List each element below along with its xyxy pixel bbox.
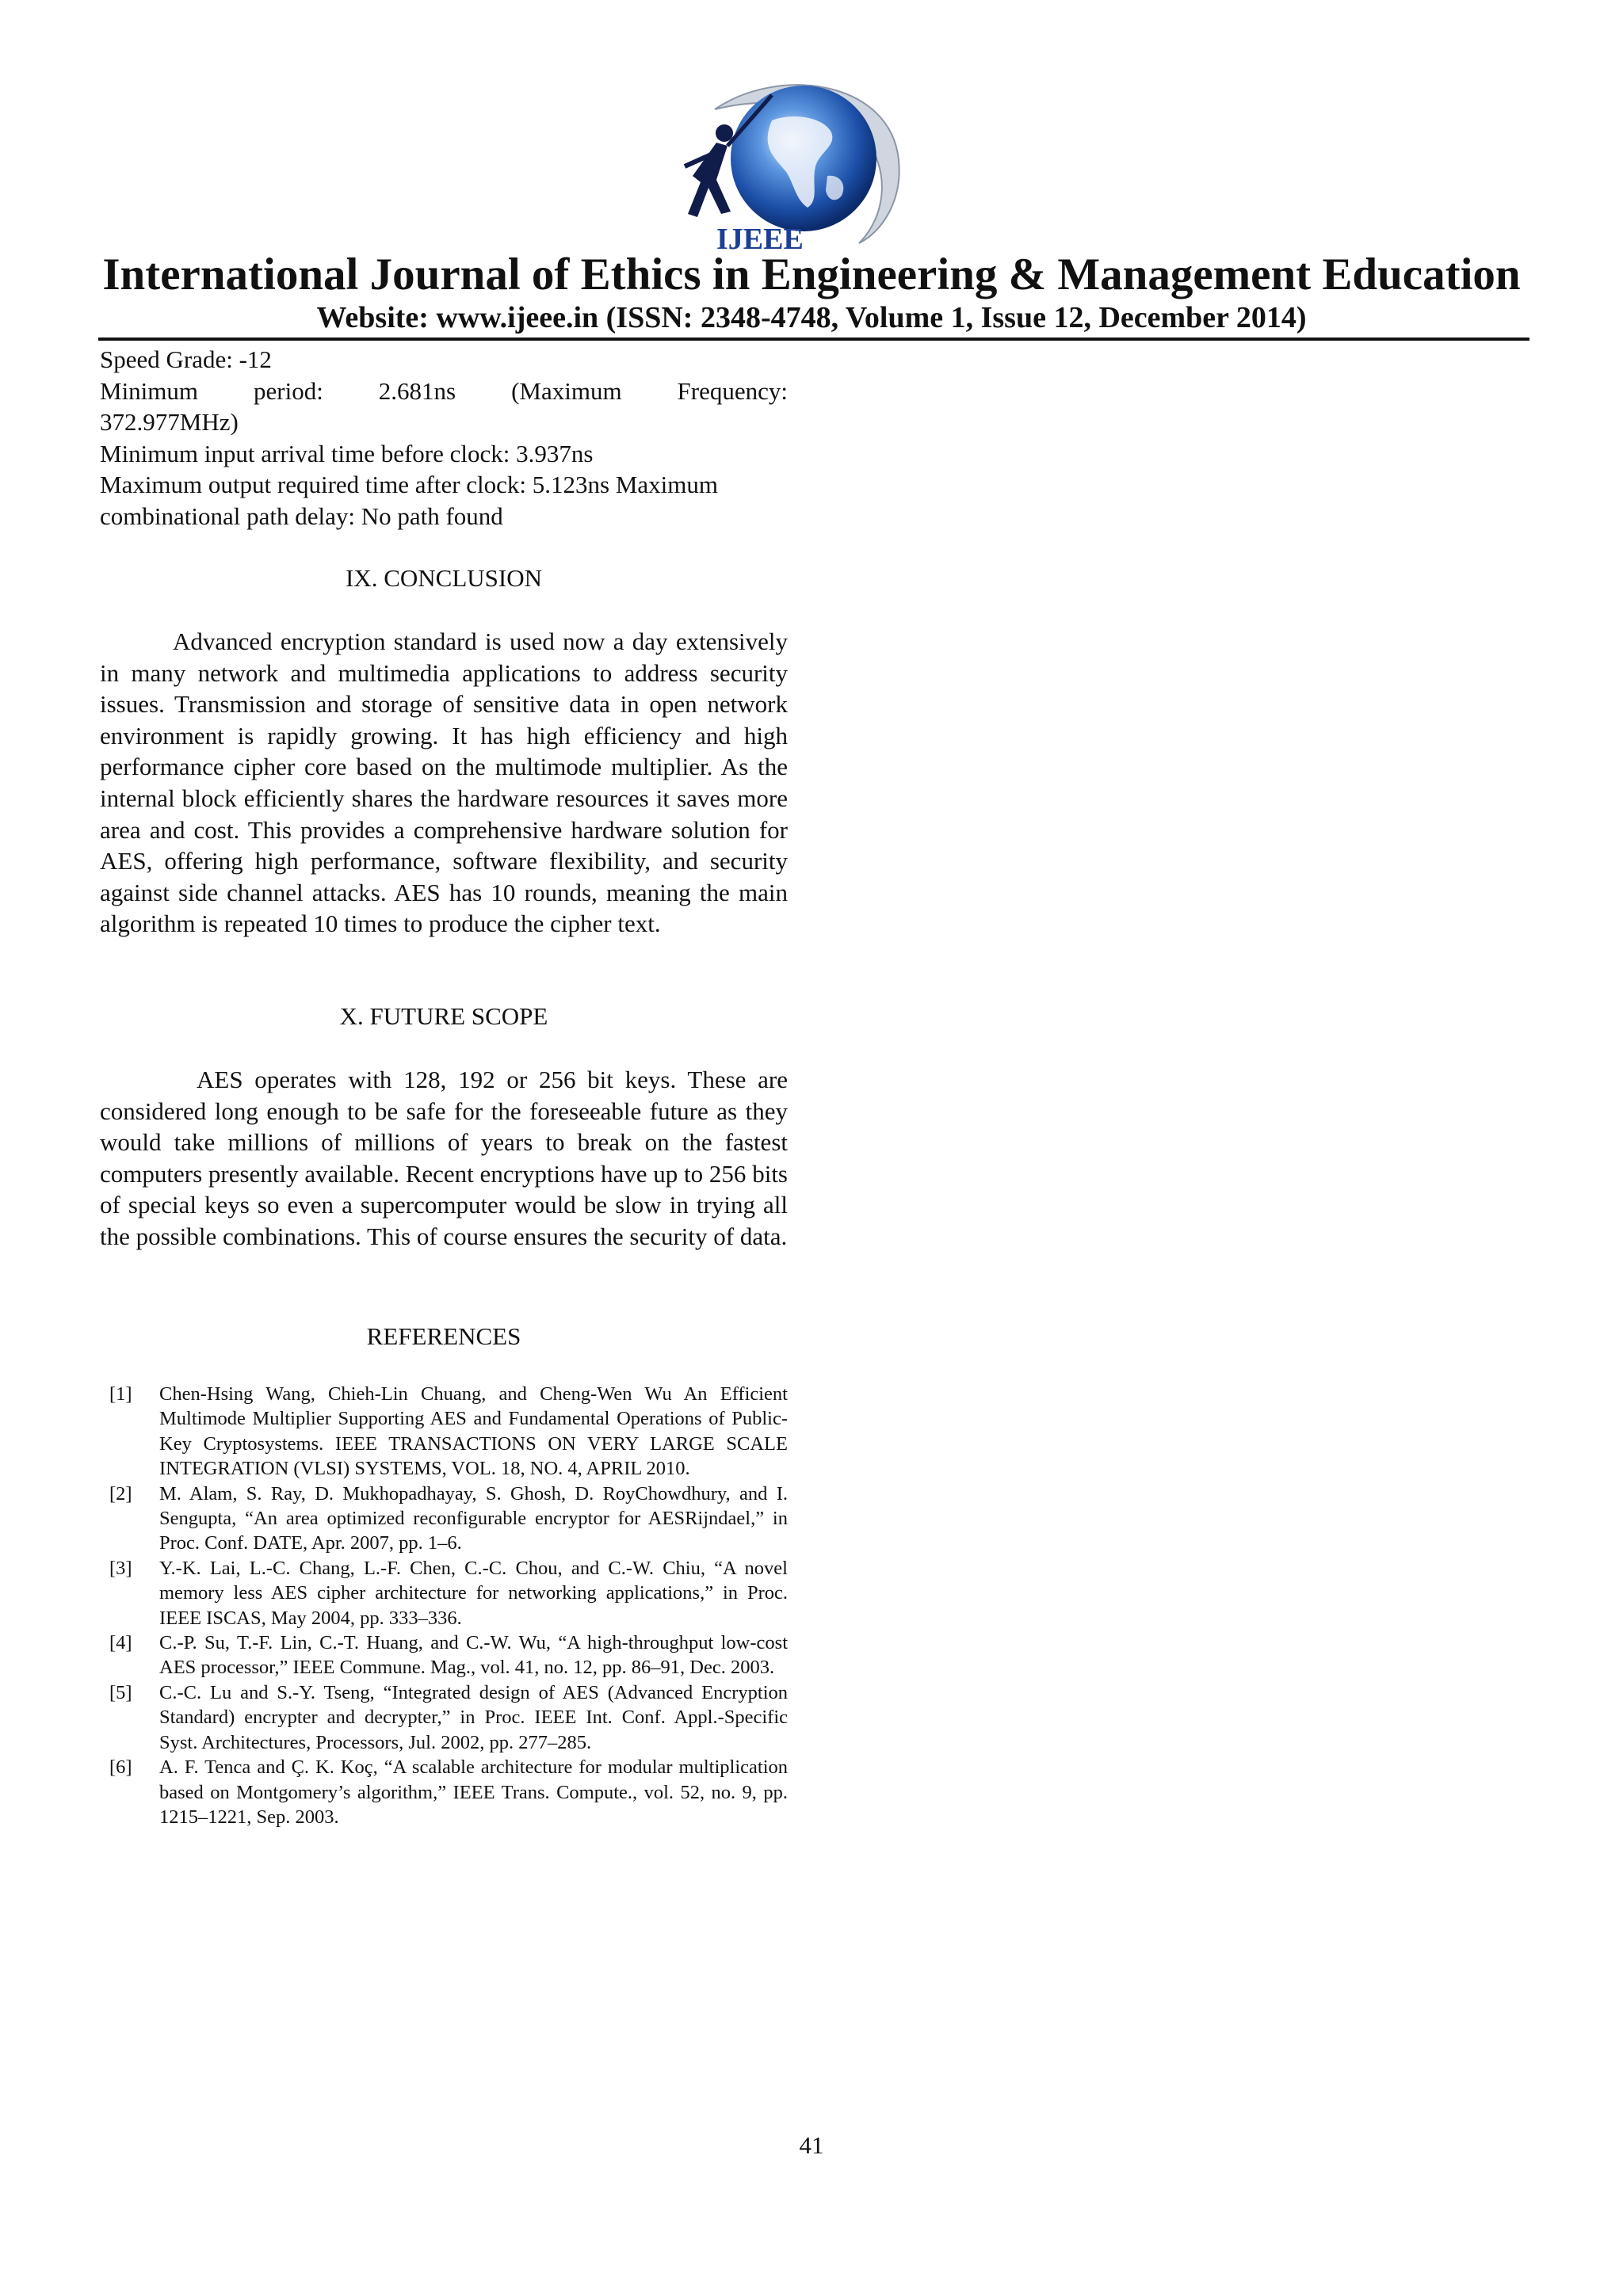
future-scope-body (100, 1064, 788, 1253)
page-number: 41 (799, 2131, 824, 2159)
timing-summary (100, 344, 788, 532)
reference-number: [4] (109, 1632, 132, 1654)
spec-line: 372.977MHz) (100, 408, 239, 437)
journal-logo (661, 73, 915, 257)
spec-line: Minimum input arrival time before clock: 3.937ns (100, 439, 594, 467)
journal-title: International Journal of Ethics in Engineering & Management Education (102, 250, 1521, 299)
paragraph: Advanced encryption standard is used now a day extensively in many network and multimedia applications to address security issues. Transmission and storage of sensitive data in open network environment is rapidly growing. It has high efficiency and high performance cipher core based on the multimode multiplier. As the internal block efficiently shares the hardware resources it saves more area and cost. This provides a comprehensive hardware solution for AES, offering high performance, software flexibility, and security against side channel attacks. AES has 10 rounds, meaning the main algorithm is repeated 10 times to produce the cipher text. (100, 627, 788, 938)
reference-item (100, 1382, 788, 1482)
svg-text:IJEEE: IJEEE (716, 223, 804, 256)
section-heading-conclusion: IX. CONCLUSION (346, 564, 542, 592)
spec-line: Speed Grade: -12 (100, 345, 272, 373)
reference-number: [5] (109, 1681, 132, 1703)
reference-item (100, 1755, 788, 1829)
reference-item (100, 1680, 788, 1755)
spec-line: combinational path delay: No path found (100, 502, 503, 530)
reference-list (100, 1382, 788, 1829)
reference-text: Y.-K. Lai, L.-C. Chang, L.-F. Chen, C.-C. Chou, and C.-W. Chiu, “A novel memory less AES cipher architecture for networking applications,” in Proc. IEEE ISCAS, May 2004, pp. 333–336. (159, 1557, 788, 1629)
reference-text: M. Alam, S. Ray, D. Mukhopadhayay, S. Ghosh, D. RoyChowdhury, and I. Sengupta, “An area optimized reconfigurable encryptor for AESRijndael,” in Proc. Conf. DATE, Apr. 2007, pp. 1–6. (159, 1482, 788, 1554)
reference-item (100, 1630, 788, 1680)
reference-item (100, 1556, 788, 1630)
journal-subtitle: Website: www.ijeee.in (ISSN: 2348-4748, Volume 1, Issue 12, December 2014) (316, 301, 1307, 334)
reference-item (100, 1482, 788, 1556)
section-heading-references: REFERENCES (366, 1322, 521, 1350)
spec-line: Maximum output required time after clock: 5.123ns Maximum (100, 471, 719, 499)
reference-number: [3] (109, 1557, 132, 1579)
reference-number: [1] (109, 1383, 132, 1405)
reference-number: [6] (109, 1756, 132, 1779)
reference-text: C.-C. Lu and S.-Y. Tseng, “Integrated design of AES (Advanced Encryption Standard) encrypter and decrypter,” in Proc. IEEE Int. Conf. Appl.-Specific Syst. Architectures, Processors, Jul. 2002, pp. 277–285. (159, 1681, 788, 1753)
paragraph: AES operates with 128, 192 or 256 bit keys. These are considered long enough to be safe for the foreseeable future as they would take millions of millions of years to break on the fastest computers presently available. Recent encryptions have up to 256 bits of special keys so even a supercomputer would be slow in trying all the possible combinations. This of course ensures the security of data. (100, 1066, 788, 1250)
reference-text: A. F. Tenca and Ç. K. Koç, “A scalable architecture for modular multiplication based on Montgomery’s algorithm,” IEEE Trans. Compute., vol. 52, no. 9, pp. 1215–1221, Sep. 2003. (159, 1756, 788, 1828)
conclusion-body (100, 626, 788, 940)
spec-line: Minimum period: 2.681ns (Maximum Frequency: (100, 376, 788, 405)
reference-text: C.-P. Su, T.-F. Lin, C.-T. Huang, and C.-W. Wu, “A high-throughput low-cost AES processor,” IEEE Commune. Mag., vol. 41, no. 12, pp. 86–91, Dec. 2003. (159, 1632, 788, 1679)
section-heading-future-scope: X. FUTURE SCOPE (339, 1002, 548, 1030)
header-divider (98, 338, 1529, 341)
reference-text: Chen-Hsing Wang, Chieh-Lin Chuang, and Cheng-Wen Wu An Efficient Multimode Multiplier Supporting AES and Fundamental Operations of Public-Key Cryptosystems. IEEE TRANSACTIONS ON VERY LARGE SCALE INTEGRATION (VLSI) SYSTEMS, VOL. 18, NO. 4, APRIL 2010. (159, 1383, 788, 1480)
reference-number: [2] (109, 1482, 132, 1505)
